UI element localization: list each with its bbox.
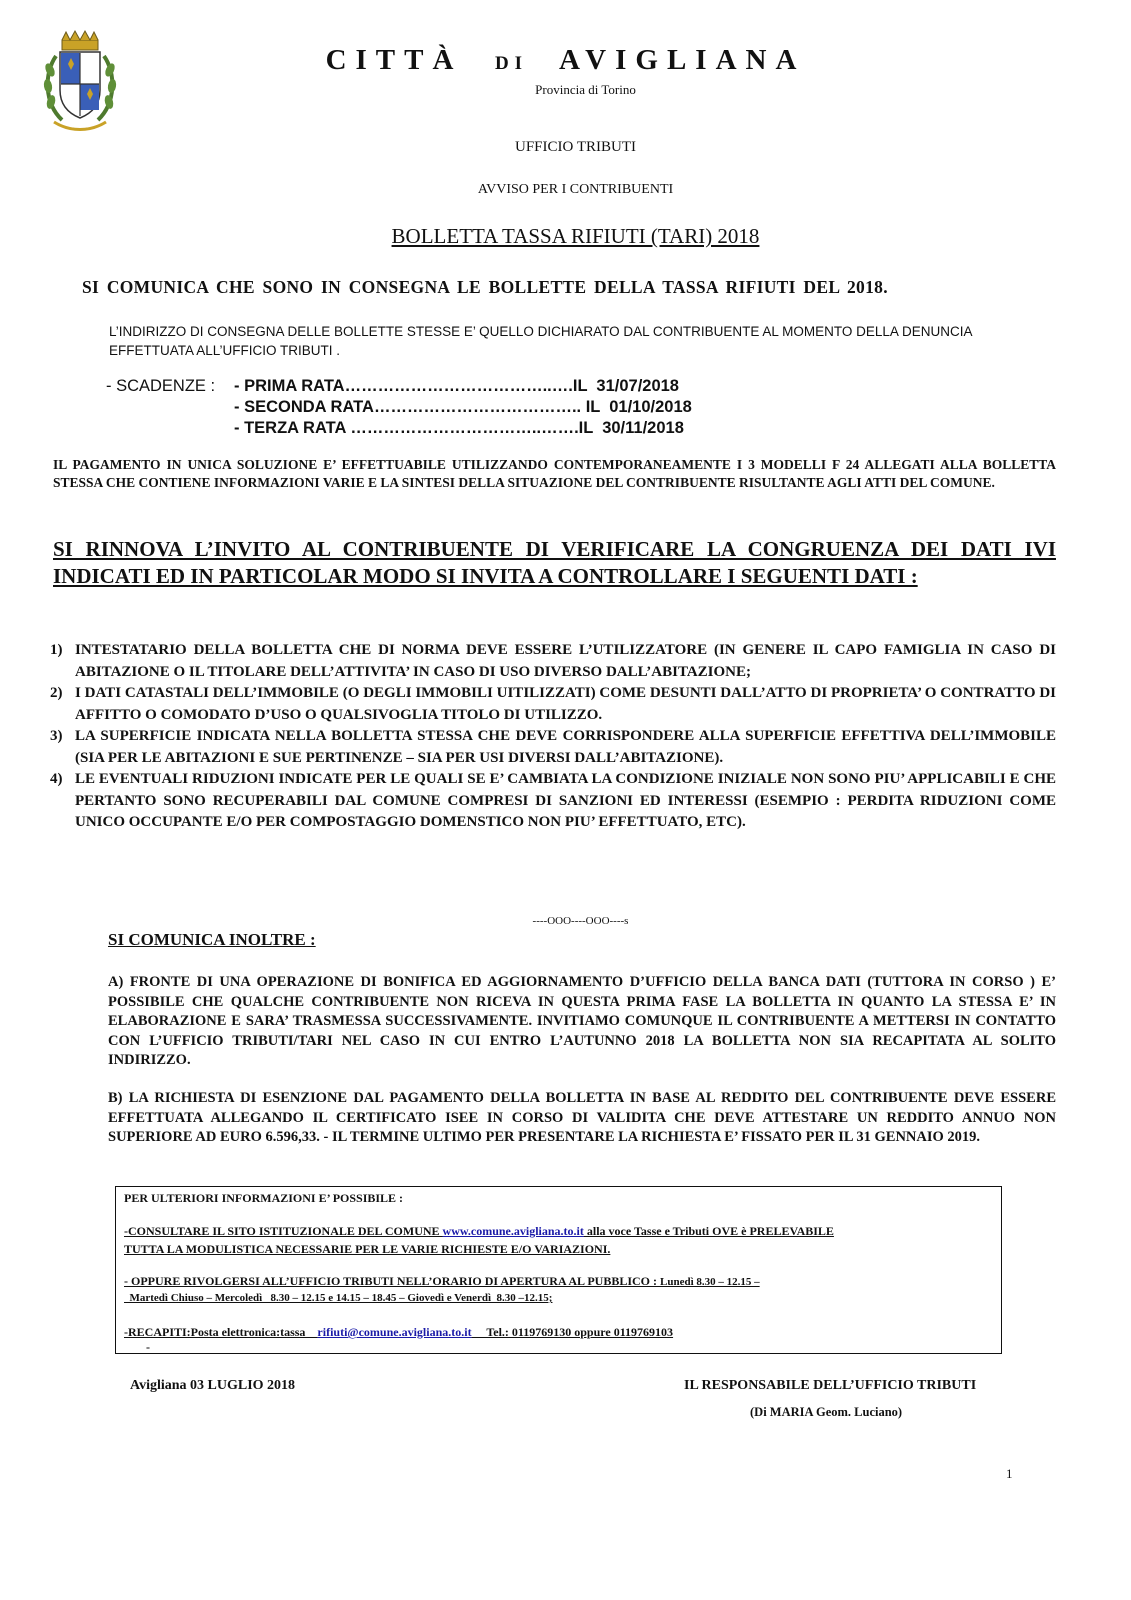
list-item-text: LE EVENTUALI RIDUZIONI INDICATE PER LE QUALI SE E’ CAMBIATA LA CONDIZIONE INIZIALE NON SONO PIU’ APPLICABILI E CHE PERTANTO SONO RECUPERABILI DAL COMUNE COMPRESI DI SANZIONI ED INTERESSI (ESEMPIO : PERDITA RIDUZIONI COME UNICO OCCUPANTE E/O PER COMPOSTAGGIO DOMENSTICO NON PIU’ EFFETTUATO, ETC). (75, 771, 1056, 830)
responsible-name: (Di MARIA Geom. Luciano) (750, 1405, 903, 1419)
city-name: AVIGLIANA (558, 44, 806, 76)
notice-heading: AVVISO PER I CONTRIBUENTI (477, 182, 674, 197)
info-trailing-dash: - (146, 1340, 150, 1354)
city-di: DI (494, 53, 529, 74)
info-site-suffix: alla voce Tasse e Tributi OVE è PRELEVABILE (583, 1224, 834, 1238)
list-item-text: INTESTATARIO DELLA BOLLETTA CHE DI NORMA DEVE ESSERE L’UTILIZZATORE (IN GENERE IL CAPO FAMIGLIA IN CASO DI ABITAZIONE O IL TITOLARE DELL’ATTIVITA’ IN CASO DI USO DIVERSO DALL’ABITAZIONE; (75, 642, 1056, 680)
website-link[interactable]: www.comune.avigliana.to.it (442, 1224, 584, 1238)
deadline-date: 30/11/2018 (602, 419, 684, 437)
deadline-dots: ……………………………..……. (345, 419, 579, 437)
address-note: L’INDIRIZZO DI CONSEGNA DELLE BOLLETTE STESSE E’ QUELLO DICHIARATO DAL CONTRIBUENTE AL MOMENTO DELLA DENUNCIA EFFETTUATA ALL’UFFICIO TRIBUTI . (109, 324, 972, 358)
list-item (50, 726, 1056, 769)
list-item-text: I DATI CATASTALI DELL’IMMOBILE (O DEGLI IMMOBILI UITILIZZATI) COME DESUNTI DALL’ATTO DI PROPRIETA’ O CONTRATTO DI AFFITTO O COMODATO D’USO O QUALSIVOGLIA TITOLO DI UTILIZZO. (75, 685, 1056, 723)
info-contacts-phone: Tel.: 0119769130 oppure 0119769103 (471, 1325, 674, 1339)
deadline-name: - SECONDA RATA (234, 398, 374, 416)
also-heading: SI COMUNICA INOLTRE : (108, 930, 316, 949)
province-subtitle: Provincia di Torino (535, 82, 636, 97)
renew-invite-heading: SI RINNOVA L’INVITO AL CONTRIBUENTE DI VERIFICARE LA CONGRUENZA DEI DATI IVI INDICATI ED IN PARTICOLAR MODO SI INVITA A CONTROLLARE I SEGUENTI DATI : (53, 537, 1056, 588)
deadlines-label: - SCADENZE : (106, 377, 220, 395)
announcement-text: SI COMUNICA CHE SONO IN CONSEGNA LE BOLLETTE DELLA TASSA RIFIUTI DEL 2018. (82, 277, 888, 297)
info-contacts-line (124, 1325, 673, 1340)
deadline-row (106, 418, 692, 439)
deadline-row (106, 376, 692, 397)
list-item-number: 1) (50, 642, 63, 658)
deadline-date: 31/07/2018 (596, 377, 679, 395)
info-office-text: - OPPURE RIVOLGERSI ALL’UFFICIO TRIBUTI NELL’ORARIO DI APERTURA AL PUBBLICO : (124, 1274, 660, 1288)
paragraph-a: A) FRONTE DI UNA OPERAZIONE DI BONIFICA ED AGGIORNAMENTO D’UFFICIO DELLA BANCA DATI (TUTTORA IN CORSO ) E’ POSSIBILE CHE QUALCHE CONTRIBUENTE NON RICEVA IN QUESTA PRIMA FASE LA BOLLETTA IN QUANTO LA STESSA E’ IN ELABORAZIONE E SARA’ TRASMESSA SUCCESSIVAMENTE. INVITIAMO COMUNQUE IL CONTRIBUENTE A METTERSI IN CONTATTO CON L’UFFICIO TRIBUTI/TARI NEL CASO IN CUI ENTRO L’AUTUNNO 2018 LA BOLLETTA NON SIA RECAPITATA AL SOLITO INDIRIZZO. (108, 974, 1056, 1068)
responsible-title: IL RESPONSABILE DELL’UFFICIO TRIBUTI (684, 1378, 977, 1393)
info-contacts-text: -RECAPITI:Posta elettronica:tassa (124, 1325, 318, 1339)
info-box-heading: PER ULTERIORI INFORMAZIONI E’ POSSIBILE : (124, 1191, 404, 1205)
place-date: Avigliana 03 LUGLIO 2018 (130, 1378, 296, 1393)
info-box (115, 1186, 1002, 1354)
list-item-number: 4) (50, 771, 63, 787)
email-link[interactable]: rifiuti@comune.avigliana.to.it (317, 1325, 472, 1339)
list-item (50, 683, 1056, 726)
deadline-name: - TERZA RATA (234, 419, 346, 437)
deadline-date: 01/10/2018 (609, 398, 692, 416)
paragraph-b: B) LA RICHIESTA DI ESENZIONE DAL PAGAMENTO DELLA BOLLETTA IN BASE AL REDDITO DEL CONTRIBUENTE DEVE ESSERE EFFETTUATA ALLEGANDO IL CERTIFICATO ISEE IN CORSO DI VALIDITA CHE DEVE ATTESTARE UN REDDITO ANNUO NON SUPERIORE AD EURO 6.596,33. - IL TERMINE ULTIMO PER PRESENTARE LA RICHIESTA E’ FISSATO PER IL 31 GENNAIO 2019. (108, 1090, 1056, 1145)
info-site-line (124, 1224, 834, 1239)
info-site-text: -CONSULTARE IL SITO ISTITUZIONALE DEL COMUNE (124, 1224, 443, 1238)
office-heading: UFFICIO TRIBUTI (515, 139, 636, 155)
deadline-name: - PRIMA RATA (234, 377, 345, 395)
deadline-il: IL (572, 377, 597, 395)
deadline-dots: ………………………………..…. (344, 377, 573, 395)
list-item (50, 640, 1056, 683)
info-site-line-2: TUTTA LA MODULISTICA NECESSARIE PER LE VARIE RICHIESTE E/O VARIAZIONI. (124, 1242, 611, 1256)
deadline-il: IL (578, 419, 603, 437)
section-separator: ----OOO----OOO----s (532, 915, 629, 927)
list-item-text: LA SUPERFICIE INDICATA NELLA BOLLETTA STESSA CHE DEVE CORRISPONDERE ALLA SUPERFICIE EFFETTIVA DELL’IMMOBILE (SIA PER LE ABITAZIONI E SUE PERTINENZE – SIA PER USI DIVERSI DALL’ABITAZIONE). (75, 728, 1056, 766)
payment-note: IL PAGAMENTO IN UNICA SOLUZIONE E’ EFFETTUABILE UTILIZZANDO CONTEMPORANEAMENTE I 3 MODELLI F 24 ALLEGATI ALLA BOLLETTA STESSA CHE CONTIENE INFORMAZIONI VARIE E LA SINTESI DELLA SITUAZIONE DEL CONTRIBUENTE RISULTANTE AGLI ATTI DEL COMUNE. (53, 457, 1056, 490)
document-title: BOLLETTA TASSA RIFIUTI (TARI) 2018 (391, 224, 760, 248)
deadlines-block (106, 376, 692, 439)
city-title (0, 44, 1131, 77)
list-item-number: 3) (50, 728, 63, 744)
list-item (50, 769, 1056, 834)
list-item-number: 2) (50, 685, 63, 701)
deadline-il: IL (585, 398, 610, 416)
info-office-hours: Lunedì 8.30 – 12.15 – (660, 1276, 760, 1288)
page-number: 1 (1006, 1466, 1013, 1481)
deadline-dots: ……………………………….. (373, 398, 586, 416)
city-prefix: CITTÀ (325, 44, 463, 76)
info-office-line (124, 1274, 760, 1289)
checks-list (50, 640, 1056, 834)
info-office-hours-line-2: Martedì Chiuso – Mercoledì 8.30 – 12.15 e 14.15 – 18.45 – Giovedì e Venerdì 8.30 –12.15; (124, 1292, 553, 1304)
deadline-row (106, 397, 692, 418)
